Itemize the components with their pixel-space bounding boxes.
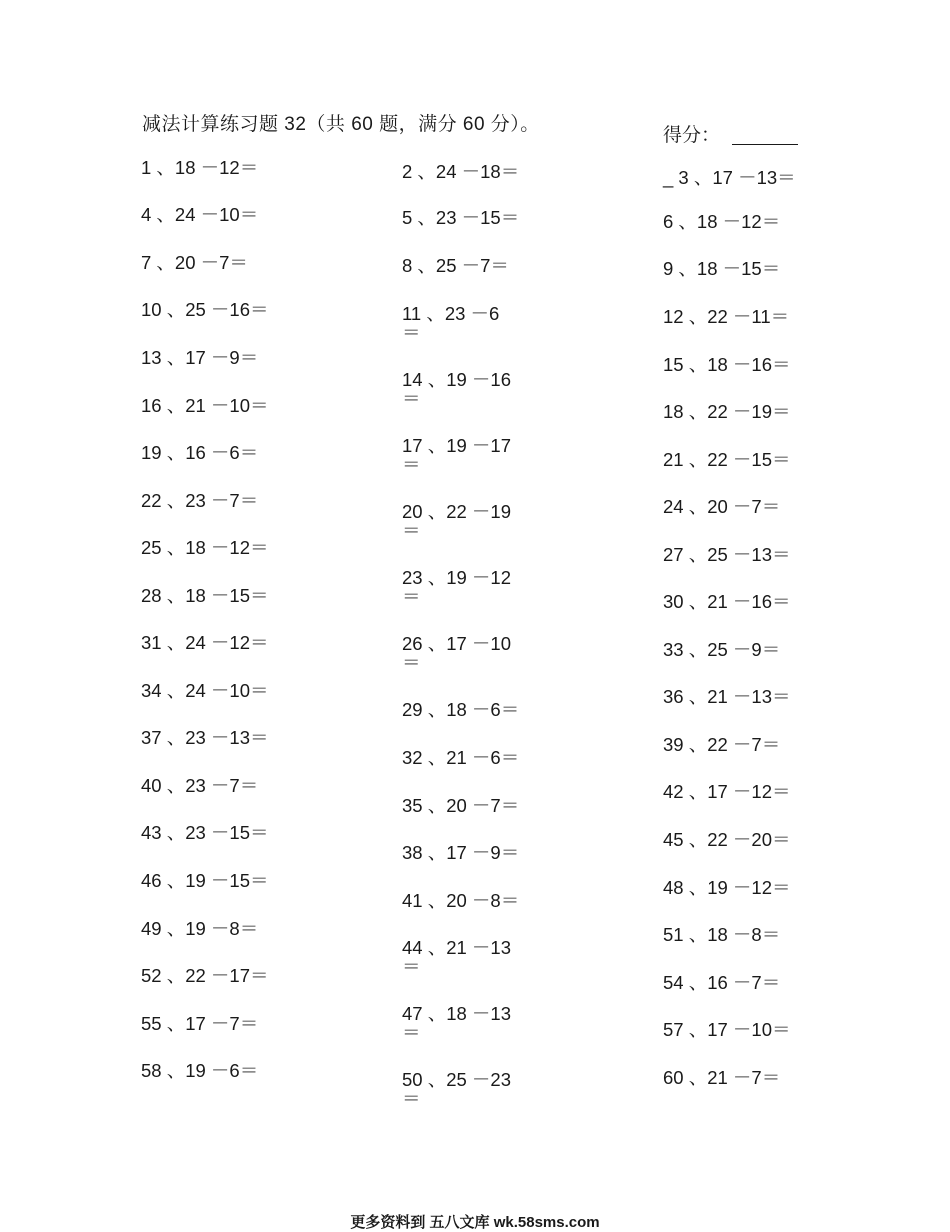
score-field	[663, 120, 798, 147]
page-title: 减法计算练习题 32（共 60 题，满分 60 分）。	[142, 114, 540, 135]
problem-item: 9 、18 －15＝	[663, 258, 781, 279]
problem-item: 35 、20 －7＝	[402, 795, 520, 816]
problem-item: 33 、25 －9＝	[663, 639, 781, 660]
problem-item: 46 、19 －15＝	[141, 870, 269, 891]
problem-item: 4 、24 －10＝	[141, 204, 259, 225]
problem-item: 11 、23 －6 ＝	[402, 303, 500, 343]
problem-item: 18 、22 －19＝	[663, 401, 791, 422]
problem-item: 54 、16 －7＝	[663, 972, 781, 993]
problem-item: 27 、25 －13＝	[663, 544, 791, 565]
problem-item: 20 、22 －19 ＝	[402, 501, 512, 541]
problem-item: 58 、19 －6＝	[141, 1060, 259, 1081]
problem-item: 41 、20 －8＝	[402, 890, 520, 911]
problem-item: 36 、21 －13＝	[663, 686, 791, 707]
problem-item: 43 、23 －15＝	[141, 822, 269, 843]
problem-item: 45 、22 －20＝	[663, 829, 791, 850]
problem-item: 44 、21 －13 ＝	[402, 937, 512, 977]
problem-item: 38 、17 －9＝	[402, 842, 520, 863]
problem-item: 60 、21 －7＝	[663, 1067, 781, 1088]
problem-item: 5 、23 －15＝	[402, 207, 520, 228]
problem-item: _ 3 、17 －13＝	[663, 167, 796, 188]
problem-item: 30 、21 －16＝	[663, 591, 791, 612]
problem-item: 22 、23 －7＝	[141, 490, 259, 511]
problem-item: 17 、19 －17 ＝	[402, 435, 512, 475]
problem-item: 34 、24 －10＝	[141, 680, 269, 701]
problem-item: 1 、18 －12＝	[141, 157, 259, 178]
problem-item: 28 、18 －15＝	[141, 585, 269, 606]
problem-item: 15 、18 －16＝	[663, 354, 791, 375]
problem-item: 16 、21 －10＝	[141, 395, 269, 416]
problem-item: 29 、18 －6＝	[402, 699, 520, 720]
score-label: 得分：	[663, 125, 721, 146]
problem-item: 10 、25 －16＝	[141, 299, 269, 320]
problem-item: 14 、19 －16 ＝	[402, 369, 512, 409]
problem-item: 50 、25 －23 ＝	[402, 1069, 512, 1109]
problem-item: 25 、18 －12＝	[141, 537, 269, 558]
problem-item: 42 、17 －12＝	[663, 781, 791, 802]
problem-item: 13 、17 －9＝	[141, 347, 259, 368]
problem-item: 48 、19 －12＝	[663, 877, 791, 898]
problem-item: 57 、17 －10＝	[663, 1019, 791, 1040]
problem-item: 37 、23 －13＝	[141, 727, 269, 748]
problem-item: 12 、22 －11＝	[663, 306, 790, 327]
problem-item: 52 、22 －17＝	[141, 965, 269, 986]
problem-item: 47 、18 －13 ＝	[402, 1003, 512, 1043]
problem-item: 6 、18 －12＝	[663, 211, 781, 232]
problem-item: 55 、17 －7＝	[141, 1013, 259, 1034]
problem-item: 49 、19 －8＝	[141, 918, 259, 939]
problem-item: 7 、20 －7＝	[141, 252, 248, 273]
problem-item: 19 、16 －6＝	[141, 442, 259, 463]
problem-item: 39 、22 －7＝	[663, 734, 781, 755]
problem-item: 8 、25 －7＝	[402, 255, 509, 276]
problem-item: 26 、17 －10 ＝	[402, 633, 512, 673]
problem-item: 32 、21 －6＝	[402, 747, 520, 768]
problem-item: 21 、22 －15＝	[663, 449, 791, 470]
problem-item: 40 、23 －7＝	[141, 775, 259, 796]
problem-item: 31 、24 －12＝	[141, 632, 269, 653]
problem-item: 24 、20 －7＝	[663, 496, 781, 517]
footer-text: 更多资料到 五八文库 wk.58sms.com	[350, 1214, 600, 1231]
problem-item: 51 、18 －8＝	[663, 924, 781, 945]
problem-item: 2 、24 －18＝	[402, 161, 520, 182]
score-blank[interactable]	[732, 126, 798, 145]
problem-item: 23 、19 －12 ＝	[402, 567, 512, 607]
